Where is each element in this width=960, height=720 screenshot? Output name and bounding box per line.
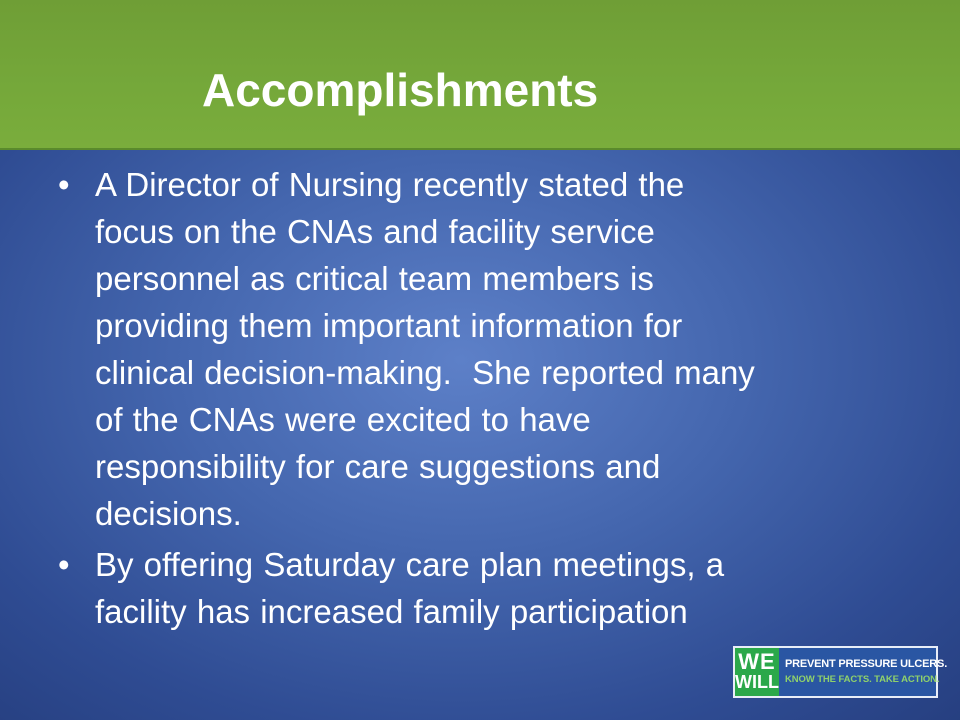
bullet-line: responsibility for care suggestions and [95, 448, 661, 485]
bullet-line: focus on the CNAs and facility service [95, 213, 655, 250]
bullet-line: providing them important information for [95, 307, 683, 344]
logo-badge [735, 648, 779, 696]
bullet-list [58, 161, 918, 639]
bullet-line: personnel as critical team members is [95, 260, 654, 297]
bullet-line: facility has increased family participation [95, 593, 688, 630]
bullet-item-director-of-nursing [58, 161, 918, 537]
slide-title: Accomplishments [202, 64, 599, 116]
bullet-marker: • [58, 166, 70, 203]
bullet-line: of the CNAs were excited to have [95, 401, 591, 438]
bullet-line: By offering Saturday care plan meetings, a [95, 546, 725, 583]
title-bar [0, 0, 960, 150]
logo-tagline-line2: KNOW THE FACTS. TAKE ACTION. [784, 674, 940, 685]
bullet-item-saturday-meetings [58, 541, 918, 635]
we-will-logo [733, 646, 948, 698]
logo-badge-will: WILL [735, 672, 779, 692]
logo-badge-we: WE [738, 649, 776, 674]
bullet-line: clinical decision-making. She reported many [95, 354, 755, 391]
logo-tagline-line1: PREVENT PRESSURE ULCERS. [784, 658, 948, 670]
bullet-line: A Director of Nursing recently stated the [95, 166, 685, 203]
bullet-marker: • [58, 546, 70, 583]
logo-tagline [779, 648, 947, 696]
bullet-line: decisions. [95, 495, 242, 532]
